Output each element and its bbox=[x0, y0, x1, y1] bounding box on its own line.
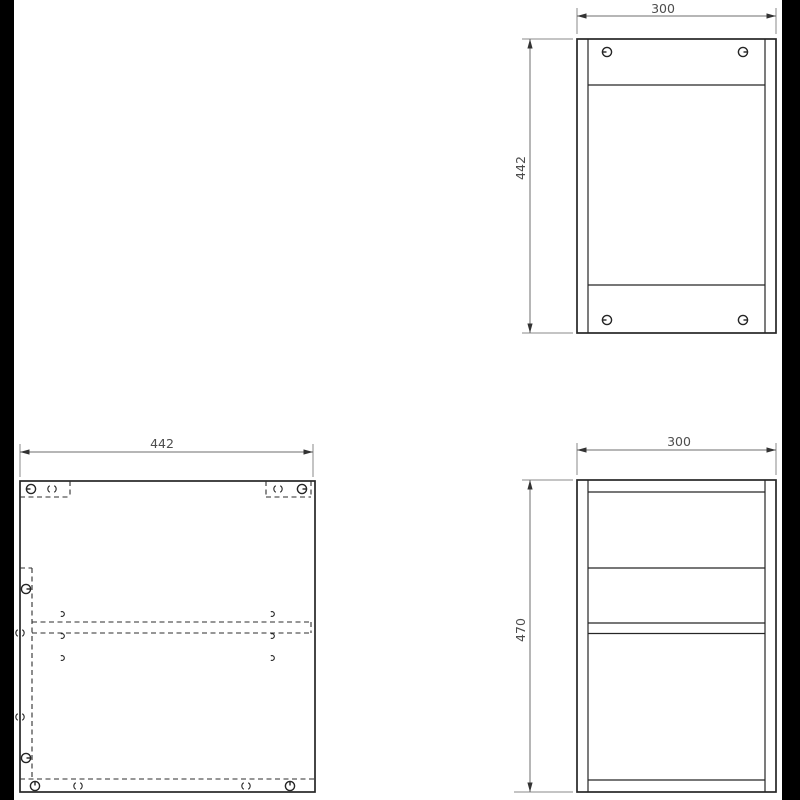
cam-fitting-icon bbox=[285, 781, 294, 790]
arrow-up-icon bbox=[527, 39, 532, 49]
arrow-right-icon bbox=[767, 13, 777, 18]
side-dashed-fitting-zones bbox=[20, 481, 315, 779]
dimension-label: 442 bbox=[513, 156, 528, 180]
dowel-hole-icon bbox=[48, 486, 56, 492]
dowel-hole-icon bbox=[74, 783, 82, 789]
cam-fitting-icon bbox=[30, 781, 39, 790]
cam-fitting-icon bbox=[21, 584, 30, 593]
cam-fitting-icon bbox=[21, 753, 30, 762]
screw-hole-icon bbox=[61, 634, 65, 639]
front-view bbox=[513, 434, 776, 792]
screw-hole-icon bbox=[61, 612, 65, 617]
plan-view bbox=[513, 1, 776, 333]
plan-height-dimension bbox=[513, 39, 573, 333]
right-edge-bar bbox=[782, 0, 800, 800]
cam-fitting-icon bbox=[738, 47, 747, 56]
cam-fitting-icon bbox=[738, 315, 747, 324]
cam-fitting-icon bbox=[602, 47, 611, 56]
dimension-label: 300 bbox=[651, 1, 675, 16]
front-outline bbox=[577, 480, 776, 792]
arrow-left-icon bbox=[20, 449, 30, 454]
arrow-right-icon bbox=[767, 447, 777, 452]
arrow-down-icon bbox=[527, 783, 532, 793]
cam-fitting-icon bbox=[602, 315, 611, 324]
plan-outline bbox=[577, 39, 776, 333]
arrow-down-icon bbox=[527, 324, 532, 334]
arrow-left-icon bbox=[577, 13, 587, 18]
dowel-hole-icon bbox=[242, 783, 250, 789]
front-width-dimension bbox=[577, 434, 776, 475]
side-width-dimension bbox=[20, 436, 313, 477]
plan-width-dimension bbox=[577, 1, 776, 34]
left-edge-bar bbox=[0, 0, 14, 800]
side-view bbox=[16, 436, 315, 792]
arrow-right-icon bbox=[304, 449, 314, 454]
dowel-hole-icon bbox=[274, 486, 282, 492]
screw-hole-icon bbox=[271, 656, 275, 661]
screw-hole-icon bbox=[61, 656, 65, 661]
arrow-up-icon bbox=[527, 480, 532, 490]
front-height-dimension bbox=[513, 480, 573, 792]
screw-hole-icon bbox=[271, 634, 275, 639]
arrow-left-icon bbox=[577, 447, 587, 452]
dimension-label: 300 bbox=[667, 434, 691, 449]
cam-fitting-icon bbox=[297, 484, 306, 493]
cam-fitting-icon bbox=[26, 484, 35, 493]
dimension-label: 442 bbox=[150, 436, 174, 451]
screw-hole-icon bbox=[271, 612, 275, 617]
dimension-label: 470 bbox=[513, 618, 528, 642]
